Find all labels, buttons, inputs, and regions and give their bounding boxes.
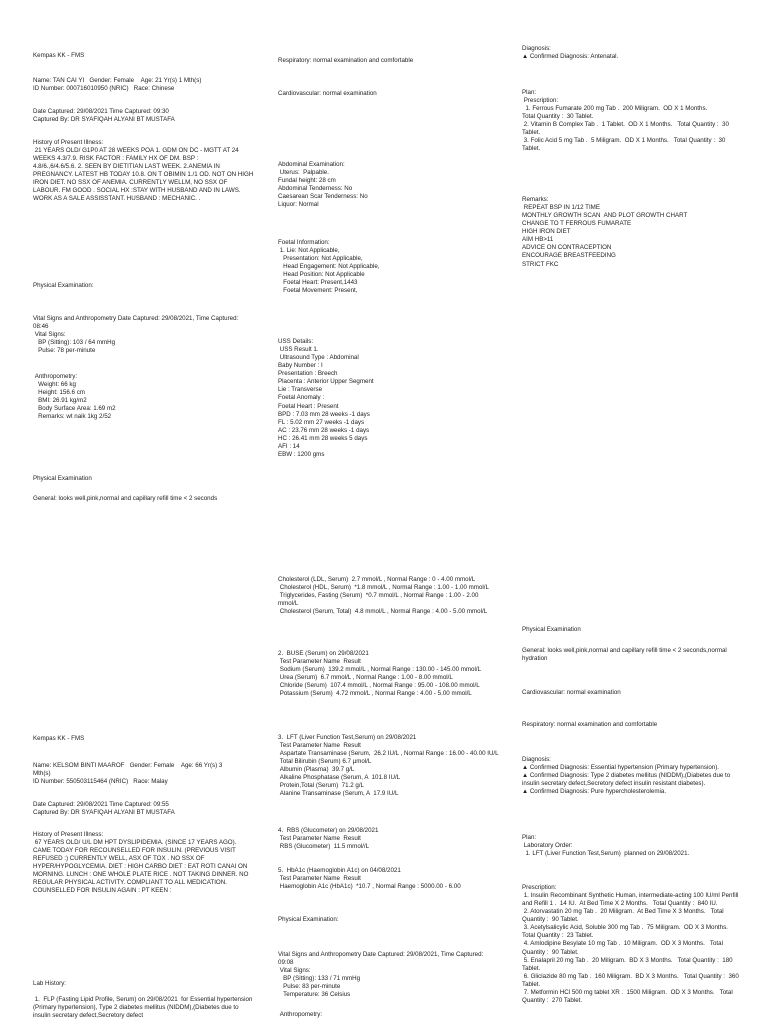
physical-exam-heading-4: Physical Examination [522, 626, 581, 633]
respiratory-exam-2: Respiratory: normal examination and comfortable [522, 721, 658, 728]
capture-info-2: Date Captured: 29/08/2021 Time Captured: 09:55 Captured By: DR SYAFIQAH ALYANI BT MUSTAFA [33, 801, 175, 817]
vital-signs: Vital Signs and Anthropometry Date Captured: 29/08/2021, Time Captured: 08:46 Vital Signs: BP (Sitting): 103 / 64 mmHg Pulse: 78 per-minute [33, 315, 239, 355]
lab-history-heading: Lab History: [33, 980, 67, 987]
clinic-name: Kempas KK - FMS [33, 52, 85, 59]
remarks: Remarks: REPEAT BSP IN 1/12 TIME MONTHLY GROWTH SCAN AND PLOT GROWTH CHART CHANGE TO T FERROUS FUMARATE HIGH IRON DIET AIM HB>11 ADVICE ON CONTRACEPTION ENCOURAGE BREASTFEEDING STRICT FKC [522, 196, 688, 268]
uss-details: USS Details: USS Result 1. Ultrasound Type : Abdominal Baby Number : I Presentation : Breech Placenta : Anterior Upper Segment Lie : Transverse Foetal Anomaly : Foetal Heart : Present BPD : 7.03 mm 28 weeks -1 days FL : 5.02 mm 27 weeks -1 days AC : 23.76 mm 28 weeks -1 days HC : 26.41 mm 28 weeks 5 days AFI : 14 EBW : 1200 gms [278, 338, 374, 458]
lab-hba1c: 5. HbA1c (Haemoglobin A1c) on 04/08/2021 Test Parameter Name Result Haemoglobin A1c (HbA1c) *10.7 , Normal Range : 5000.00 - 6.00 [278, 867, 461, 891]
lab-rbs: 4. RBS (Glucometer) on 29/08/2021 Test Parameter Name Result RBS (Glucometer) 11.5 mmol//L [278, 827, 379, 851]
diagnosis: Diagnosis: ▲ Confirmed Diagnosis: Antenatal. [522, 45, 619, 61]
anthropometry: Anthropometry: Weight: 66 kg Height: 156.6 cm BMI: 26.91 kg/m2 Body Surface Area: 1.69 m2 Remarks: wt naik 1kg 2/52 [34, 373, 116, 421]
clinic-name-2: Kempas KK - FMS [33, 735, 85, 742]
patient-info: Name: TAN CAI YI Gender: Female Age: 21 Yr(s) 1 Mth(s) ID Number: 000716010950 (NRIC) Race: Chinese [33, 77, 202, 93]
capture-info: Date Captured: 29/08/2021 Time Captured: 09:30 Captured By: DR SYAFIQAH ALYANI BT MUSTAFA [33, 108, 175, 124]
diagnosis-2: Diagnosis: ▲ Confirmed Diagnosis: Essential hypertension (Primary hypertension). ▲ Confirmed Diagnosis: Type 2 diabetes mellitus (NIDDM),(Diabetes due to insulin secretary defect,Secretory defect insulin resistant diabetes). ▲ Confirmed Diagnosis: Pure hypercholesterolemia. [522, 756, 731, 796]
vital-signs-2: Vital Signs and Anthropometry Date Captured: 29/08/2021, Time Captured: 09:08 Vital Signs: BP (Sitting): 133 / 71 mmHg Pulse: 83 per-minute Temperature: 36 Celsius [278, 951, 484, 999]
lab-flp: 1. FLP (Fasting Lipid Profile, Serum) on 29/08/2021 for Essential hypertension (Primary hypertension), Type 2 diabetes mellitus (NIDDM),(Diabetes due to insulin secretary defect,Secretory defect [33, 996, 255, 1020]
plan-prescription: Plan: Prescription: 1. Ferrous Fumarate 200 mg Tab . 200 Miligram. OD X 1 Months. Total Quantity : 30 Tablet. 2. Vitamin B Complex Tab . 1 Tablet. OD X 1 Months. Total Quantity : 30 Tablet. 3. Folic Acid 5 mg Tab . 5 Miligram. OD X 1 Months. Total Quantity : 30 Tablet. [522, 89, 729, 153]
foetal-information: Foetal Information: 1. Lie: Not Applicable, Presentation: Not Applicable, Head Engagement: Not Applicable, Head Position: Not Applicable Foetal Heart: Present,1443 Foetal Movement: Present, [278, 239, 380, 295]
physical-exam-heading-3: Physical Examination: [278, 916, 339, 923]
respiratory-exam: Respiratory: normal examination and comfortable [278, 57, 414, 64]
abdominal-exam: Abdominal Examination: Uterus: Palpable. Fundal height: 28 cm Abdominal Tenderness: No Caesarean Scar Tenderness: No Liquor: Normal [278, 161, 368, 209]
general-exam-2: General: looks well,pink,normal and capillary refill time < 2 seconds,normal hydration [522, 647, 729, 663]
lab-cholesterol: Cholesterol (LDL, Serum) 2.7 mmol/L , Normal Range : 0 - 4.00 mmol/L Cholesterol (HDL, Serum) *1.8 mmol/L , Normal Range : 1.00 - 1.00 mmol/L Triglycerides, Fasting (Serum) *0.7 mmol/L , Normal Range : 1.00 - 2.00 mmol/L Cholesterol (Serum, Total) 4.8 mmol/L , Normal Range : 4.00 - 5.00 mmol/L [278, 576, 489, 616]
anthropometry-2: Anthropometry: [278, 1011, 323, 1018]
patient-info-2: Name: KELSOM BINTI MAAROF Gender: Female Age: 66 Yr(s) 3 Mth(s) ID Number: 550503115464 (NRIC) Race: Malay [33, 762, 223, 786]
lab-lft: 3. LFT (Liver Function Test,Serum) on 29/08/2021 Test Parameter Name Result Aspartate Transaminase (Serum, 26.2 IU/L , Normal Range : 16.00 - 40.00 IU/L Total Bilirubin (Serum) 6.7 µmol/L Albumin (Plasma) 39.7 g/L Alkaline Phosphatase (Serum, A 101.8 IU/L Protein,Total (Serum) 71.2 g/L Alanine Transaminase (Serum, A 17.9 IU/L [278, 734, 499, 798]
history-present-illness: History of Present Illness: 21 YEARS OLD/ G1P0 AT 28 WEEKS POA 1. GDM ON DC - MGTT AT 24 WEEKS 4.3/7.9. RISK FACTOR : FAMILY HX OF DM. BSP : 4.8/6.,6/4.6/5.6. 2. SEEN BY DIETITIAN LAST WEEK. 2.ANEMIA IN PREGNANCY. LATEST HB TODAY 10.8. ON T OBIMIN 1./1 OD. NOT ON HIGH IRON DIET. NO SSX OF ANEMIA. CURRENTLY WELLM, NO SSX OF LABOUR. FM GOOD . SOCIAL HX :STAY WITH HUSBAND AND IN LAWS. WORK AS A SALE ASSISSTANT. HUSBAND : MECHANIC. . [33, 139, 254, 203]
physical-exam-heading: Physical Examination: [33, 282, 94, 289]
lab-buse: 2. BUSE (Serum) on 29/08/2021 Test Parameter Name Result Sodium (Serum) 139.2 mmol/L , Normal Range : 130.00 - 145.00 mmol/L Urea (Serum) 6.7 mmol/L , Normal Range : 1.00 - 8.00 mmol/L Chloride (Serum) 107.4 mmol/L , Normal Range : 95.00 - 108.00 mmol/L Potassium (Serum) 4.72 mmol/L , Normal Range : 4.00 - 5.00 mmol/L [278, 650, 482, 698]
history-present-illness-2: History of Present Illness: 67 YEARS OLD/ U/L DM HPT DYSLIPIDEMIA. (SINCE 17 YEARS AGO). CAME TODAY FOR RECOUNSELLED FOR INSULIN. (PREVIOUS VISIT REFUSED :) CURRENTLY WELL, ASX OF TOX . NO SSX OF HYPER/HYPOGLYCEMIA. DIET : HIGH CARBO DIET : EAT ROTI CANAI ON MORNING. LUNCH : ONE WHOLE PLATE RICE . NOT TAKING DINNER. NO REGULAR PHYSICAL ACTIVITY. COMPLIANT TO ALL MEDICATION. COUNSELLED FOR INSULIN AGAIN : PT KEEN : [33, 831, 249, 895]
cardiovascular-exam-2: Cardiovascular: normal examination [522, 689, 621, 696]
prescription-list: Prescription: 1. Insulin Recombinant Synthetic Human, intermediate-acting 100 IU/ml Penfill and Refill 1 . 14 IU. At Bed Time X 2 Months. Total Quantity : 840 IU. 2. Atorvastatin 20 mg Tab . 20 Miligram. At Bed Time X 3 Months. Total Quantity : 90 Tablet. 3. Acetylsalicylic Acid, Soluble 300 mg Tab . 75 Miligram. OD X 3 Months. Total Quantity : 23 Tablet. 4. Amlodipine Besylate 10 mg Tab . 10 Miligram. OD X 3 Months. Total Quantity : 90 Tablet. 5. Enalapril 20 mg Tab . 20 Miligram. BD X 3 Months. Total Quantity : 180 Tablet. 6. Gliclazide 80 mg Tab . 160 Miligram. BD X 3 Months. Total Quantity : 360 Tablet. 7. Metformin HCl 500 mg tablet XR . 1500 Miligram. OD X 3 Months. Total Quantity : 270 Tablet. [522, 884, 739, 1004]
general-exam: General: looks well,pink,normal and capillary refill time < 2 seconds [33, 495, 218, 502]
cardiovascular-exam: Cardiovascular: normal examination [278, 90, 377, 97]
physical-exam-heading-2: Physical Examination [33, 475, 92, 482]
plan-lab-order: Plan: Laboratory Order: 1. LFT (Liver Function Test,Serum) planned on 29/08/2021. [522, 834, 690, 858]
